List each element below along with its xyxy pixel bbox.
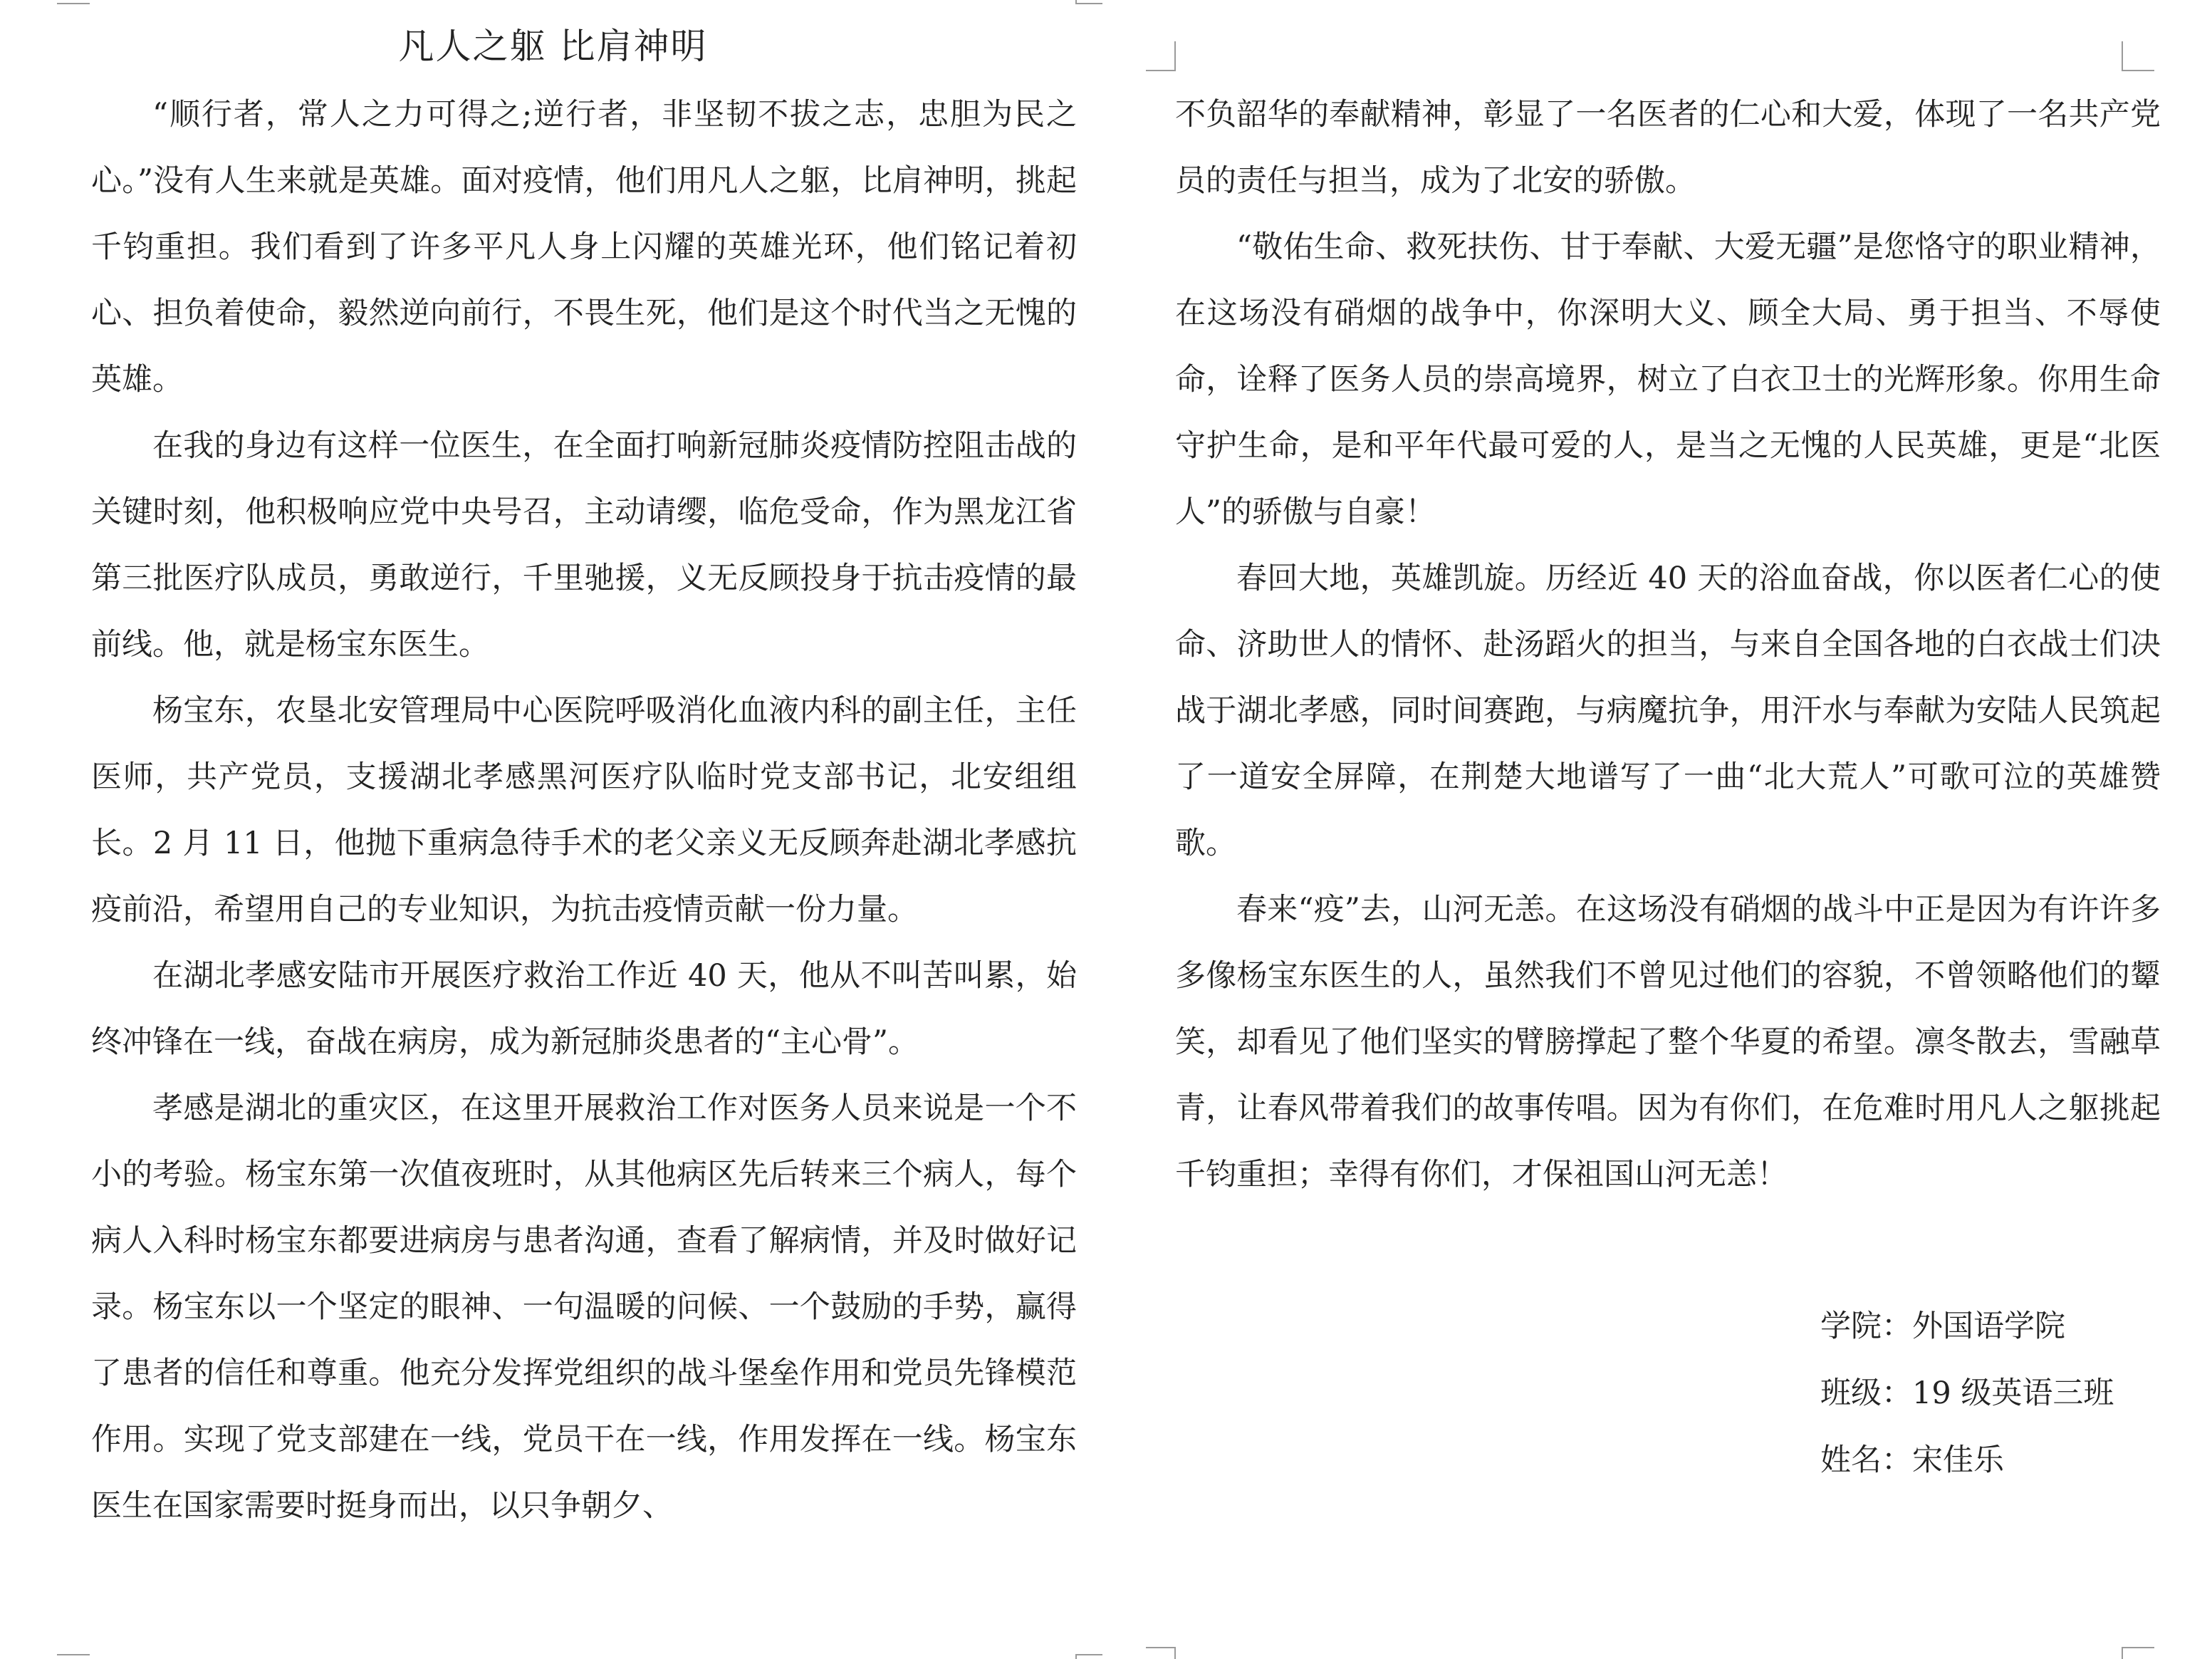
crop-mark-bottom-left — [57, 1654, 90, 1659]
crop-mark-bottom-left — [1146, 1647, 1176, 1659]
paragraph: 在我的身边有这样一位医生，在全面打响新冠肺炎疫情防控阻击战的关键时刻，他积极响应党中央号召，主动请缨，临危受命，作为黑龙江省第三批医疗队成员，勇敢逆行，千里驰援，义无反顾投身于抗击疫情的最前线。他，就是杨宝东医生。 — [91, 428, 1077, 662]
paragraph: “顺行者，常人之力可得之;逆行者，非坚韧不拔之志，忠胆为民之心。”没有人生来就是英雄。面对疫情，他们用凡人之躯，比肩神明，挑起千钧重担。我们看到了许多平凡人身上闪耀的英雄光环，他们铭记着初心、担负着使命，毅然逆向前行，不畏生死，他们是这个时代当之无愧的英雄。 — [91, 97, 1077, 397]
paragraph: 春回大地，英雄凯旋。历经近 40 天的浴血奋战，你以医者仁心的使命、济助世人的情怀、赴汤蹈火的担当，与来自全国各地的白衣战士们决战于湖北孝感，同时间赛跑，与病魔抗争，用汗水与奉献为安陆人民筑起了一道安全屏障，在荆楚大地谱写了一曲“北大荒人”可歌可泣的英雄赞歌。 — [1175, 561, 2161, 861]
crop-mark-top-left — [1146, 41, 1176, 71]
crop-mark-bottom-right — [1075, 1654, 1102, 1659]
crop-mark-top-left — [57, 0, 90, 4]
left-page-body — [91, 82, 1077, 1539]
paragraph: “敬佑生命、救死扶伤、甘于奉献、大爱无疆”是您恪守的职业精神，在这场没有硝烟的战争中，你深明大义、顾全大局、勇于担当、不辱使命，诠释了医务人员的崇高境界，树立了白衣卫士的光辉形象。你用生命守护生命，是和平年代最可爱的人，是当之无愧的人民英雄，更是“北医人”的骄傲与自豪！ — [1175, 229, 2161, 530]
paragraph: 在湖北孝感安陆市开展医疗救治工作近 40 天，他从不叫苦叫累，始终冲锋在一线，奋战在病房，成为新冠肺炎患者的“主心骨”。 — [91, 958, 1077, 1060]
crop-mark-top-right — [1075, 0, 1102, 4]
crop-mark-top-right — [2122, 41, 2154, 71]
document-page-right — [1106, 0, 2212, 1659]
document-title: 凡人之躯 比肩神明 — [398, 26, 708, 67]
right-page-body — [1175, 82, 2161, 1208]
paragraph: 杨宝东，农垦北安管理局中心医院呼吸消化血液内科的副主任，主任医师，共产党员，支援湖北孝感黑河医疗队临时党支部书记，北安组组长。2 月 11 日，他抛下重病急待手术的老父亲义无反顾奔赴湖北孝感抗疫前沿，希望用自己的专业知识，为抗击疫情贡献一份力量。 — [91, 693, 1077, 927]
signature-college: 学院：外国语学院 — [1820, 1309, 2065, 1344]
paragraph: 春来“疫”去，山河无恙。在这场没有硝烟的战斗中正是因为有许许多多像杨宝东医生的人，虽然我们不曾见过他们的容貌，不曾领略他们的颦笑，却看见了他们坚实的臂膀撑起了整个华夏的希望。凛冬散去，雪融草青，让春风带着我们的故事传唱。因为有你们，在危难时用凡人之躯挑起千钧重担；幸得有你们，才保祖国山河无恙！ — [1175, 892, 2161, 1192]
signature-name: 姓名：宋佳乐 — [1820, 1442, 2004, 1478]
crop-mark-bottom-right — [2122, 1647, 2154, 1659]
author-signature — [1820, 1293, 2114, 1494]
paragraph: 孝感是湖北的重灾区，在这里开展救治工作对医务人员来说是一个不小的考验。杨宝东第一次值夜班时，从其他病区先后转来三个病人，每个病人入科时杨宝东都要进病房与患者沟通，查看了解病情，并及时做好记录。杨宝东以一个坚定的眼神、一句温暖的问候、一个鼓励的手势，赢得了患者的信任和尊重。他充分发挥党组织的战斗堡垒作用和党员先锋模范作用。实现了党支部建在一线，党员干在一线，作用发挥在一线。杨宝东医生在国家需要时挺身而出，以只争朝夕、 — [91, 1091, 1077, 1524]
paragraph: 不负韶华的奉献精神，彰显了一名医者的仁心和大爱，体现了一名共产党员的责任与担当，成为了北安的骄傲。 — [1175, 97, 2161, 199]
signature-class: 班级：19 级英语三班 — [1820, 1375, 2114, 1411]
